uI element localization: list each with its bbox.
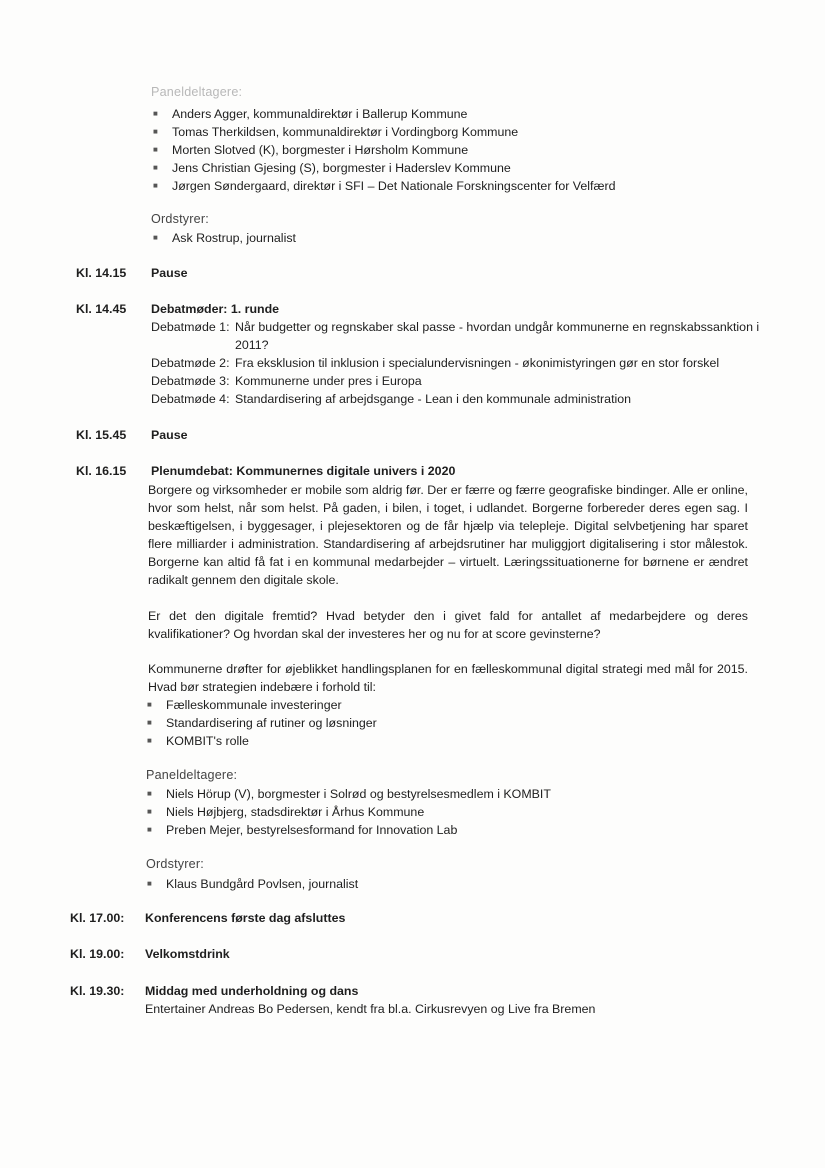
moderator-heading: Ordstyrer: [151, 212, 209, 226]
debate-text: Kommunerne under pres i Europa [235, 374, 422, 388]
panelist-list [151, 105, 616, 195]
debate-label: Debatmøde 1: [151, 320, 230, 334]
panel-heading: Paneldeltagere: [146, 768, 238, 782]
debate-text: Standardisering af arbejdsgange - Lean i den kommunale administration [235, 392, 632, 406]
session-description: Entertainer Andreas Bo Pedersen, kendt fra bl.a. Cirkusrevyen og Live fra Bremen [145, 1002, 596, 1016]
debate-label: Debatmøde 4: [151, 392, 230, 406]
list-item: ■ Anders Agger, kommunaldirektør i Ballerup Kommune [153, 107, 468, 121]
list-item: ■ Jens Christian Gjesing (S), borgmester i Haderslev Kommune [153, 161, 511, 175]
bullet-icon: ■ [147, 879, 152, 888]
bullet-icon: ■ [153, 145, 158, 154]
time-label: Kl. 14.45 [76, 302, 127, 316]
bullet-icon: ■ [153, 233, 158, 242]
list-item: ■ Tomas Therkildsen, kommunaldirektør i Vordingborg Kommune [153, 125, 519, 139]
session-title: Pause [151, 266, 188, 280]
time-label: Kl. 19.30: [70, 984, 125, 998]
bullet-icon: ■ [147, 718, 152, 727]
panelist-list [145, 785, 551, 839]
debate-text: Når budgetter og regnskaber skal passe - hvordan undgår kommunerne en regnskabssanktion i [235, 320, 760, 334]
session-title: Plenumdebat: Kommunernes digitale univers i 2020 [151, 464, 456, 478]
time-label: Kl. 15.45 [76, 428, 127, 442]
bullet-icon: ■ [147, 736, 152, 745]
session-title: Middag med underholdning og dans [145, 984, 359, 998]
moderator-heading: Ordstyrer: [146, 857, 204, 871]
moderator-list [151, 229, 296, 247]
time-label: Kl. 16.15 [76, 464, 127, 478]
body-paragraph: Er det den digitale fremtid? Hvad betyder den i givet fald for antallet af medarbejdere og deres kvalifikationer? Og hvordan skal der investeres her og nu for at score gevinsterne? [148, 609, 748, 641]
bullet-icon: ■ [153, 181, 158, 190]
session-title: Debatmøder: 1. runde [151, 302, 280, 316]
session-title: Pause [151, 428, 188, 442]
body-paragraph: Borgere og virksomheder er mobile som aldrig før. Der er færre og færre geografiske bindinger. Alle er online, hvor som helst, når som helst. På gaden, i bilen, i toget, i udlandet. Borgerne forbereder deres egen sag. I beskæftigelsen, i byggesager, i plejesektoren og de får hjælp via telepleje. Digital selvbetjening har sparet flere milliarder i administration. Standardisering af arbejdsrutiner har muliggjort digitalisering i stor målestok. Borgerne kan altid få fat i en kommunal medarbejder – virtuelt. Læringssituationerne for børnene er ændret radikalt gennem den digitale skole. [148, 483, 748, 587]
list-item: ■ Fælleskommunale investeringer [147, 698, 342, 712]
list-item: ■ Jørgen Søndergaard, direktør i SFI – Det Nationale Forskningscenter for Velfærd [153, 179, 616, 193]
body-paragraph: Kommunerne drøfter for øjeblikket handlingsplanen for en fælleskommunal digital strategi med mål for 2015. Hvad bør strategien indebære i forhold til: [148, 662, 748, 694]
panel-heading: Paneldeltagere: [151, 85, 243, 99]
list-item: ■ KOMBIT's rolle [147, 734, 249, 748]
list-item: ■ Morten Slotved (K), borgmester i Hørsholm Kommune [153, 143, 469, 157]
bullet-icon: ■ [147, 789, 152, 798]
debate-label: Debatmøde 2: [151, 356, 230, 370]
strategy-list [145, 696, 377, 750]
bullet-icon: ■ [147, 807, 152, 816]
bullet-icon: ■ [153, 109, 158, 118]
debate-text: Fra eksklusion til inklusion i specialundervisningen - økonimistyringen gør en stor forskel [235, 356, 720, 370]
session-title: Konferencens første dag afsluttes [145, 911, 346, 925]
list-item: ■ Klaus Bundgård Povlsen, journalist [147, 877, 359, 891]
debate-label: Debatmøde 3: [151, 374, 230, 388]
session-title: Velkomstdrink [145, 947, 230, 961]
debate-text: 2011? [235, 338, 269, 352]
bullet-icon: ■ [153, 163, 158, 172]
time-label: Kl. 19.00: [70, 947, 125, 961]
time-label: Kl. 17.00: [70, 911, 125, 925]
list-item: ■ Niels Højbjerg, stadsdirektør i Århus Kommune [147, 805, 425, 819]
bullet-icon: ■ [153, 127, 158, 136]
list-item: ■ Preben Mejer, bestyrelsesformand for Innovation Lab [147, 823, 458, 837]
list-item: ■ Ask Rostrup, journalist [153, 231, 296, 245]
list-item: ■ Standardisering af rutiner og løsninger [147, 716, 377, 730]
bullet-icon: ■ [147, 825, 152, 834]
moderator-list [145, 875, 358, 893]
bullet-icon: ■ [147, 700, 152, 709]
list-item: ■ Niels Hörup (V), borgmester i Solrød og bestyrelsesmedlem i KOMBIT [147, 787, 551, 801]
time-label: Kl. 14.15 [76, 266, 127, 280]
